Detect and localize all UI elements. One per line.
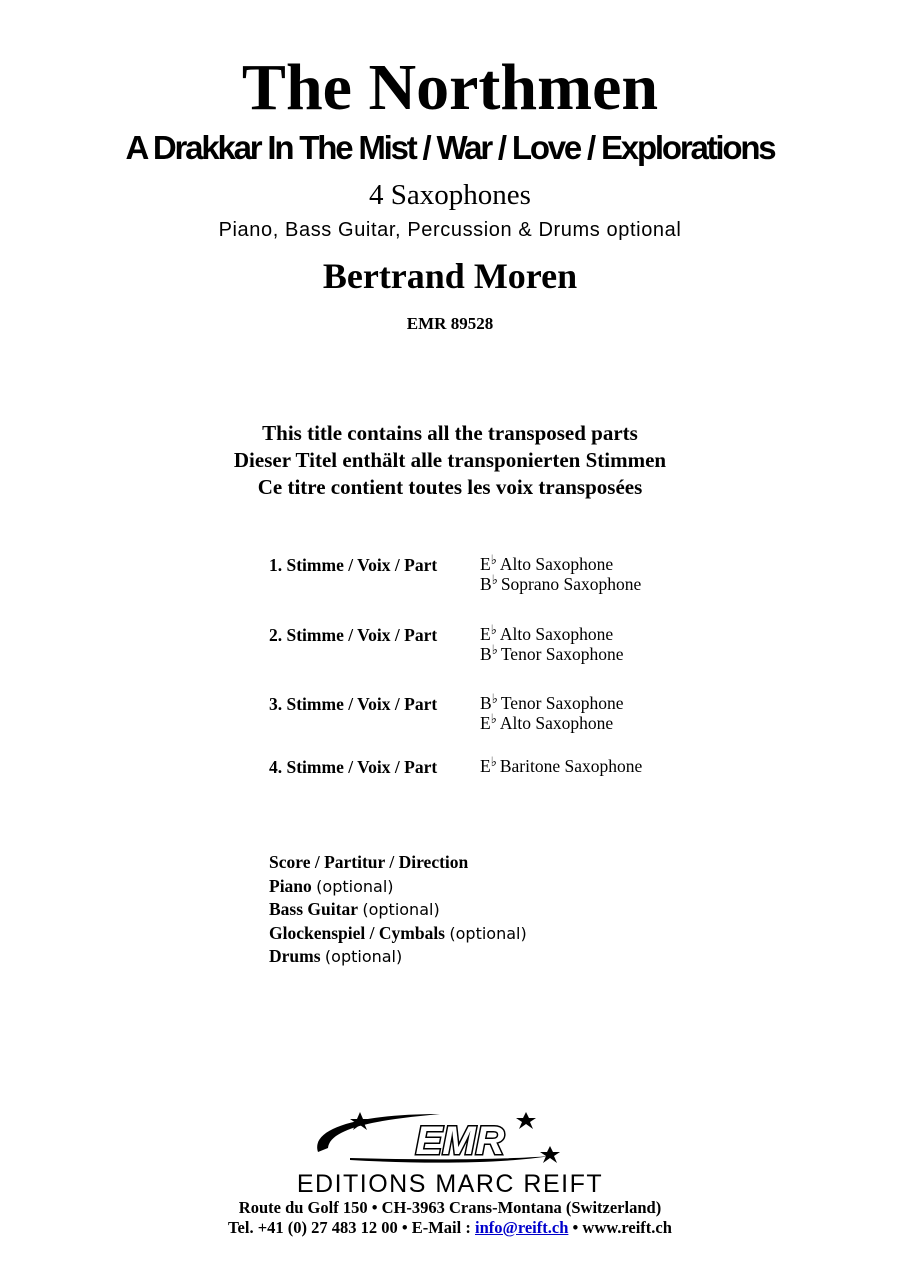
publisher-address: Route du Golf 150 • CH-3963 Crans-Montana (Switzerland) bbox=[238, 1198, 662, 1217]
instrument-name: Tenor Saxophone bbox=[500, 644, 624, 664]
flat-sign: ♭ bbox=[491, 572, 498, 587]
additional-parts-list bbox=[269, 851, 527, 969]
part-instruments bbox=[480, 754, 643, 777]
flat-sign: ♭ bbox=[491, 642, 498, 657]
flat-sign: ♭ bbox=[490, 754, 497, 769]
instrument-key: B bbox=[480, 574, 492, 594]
note-line-de: Dieser Titel enthält alle transponierten Stimmen bbox=[233, 448, 667, 472]
instrument-line bbox=[480, 622, 624, 645]
part-label: 2. Stimme / Voix / Part bbox=[269, 625, 438, 645]
instrument-key: B bbox=[480, 644, 492, 664]
extra-part-bass-guitar bbox=[269, 898, 527, 922]
extra-part-name: Glockenspiel / Cymbals bbox=[269, 922, 445, 943]
instrument-line bbox=[480, 754, 643, 777]
email-link[interactable]: info@reift.ch bbox=[474, 1218, 569, 1237]
optional-instruments: Piano, Bass Guitar, Percussion & Drums optional bbox=[218, 219, 682, 241]
extra-part-piano bbox=[269, 875, 527, 899]
logo-text: EMR bbox=[415, 1119, 505, 1163]
extra-part-glockenspiel bbox=[269, 922, 527, 946]
extra-part-note: (optional) bbox=[316, 876, 394, 896]
instrument-line bbox=[480, 552, 641, 575]
logo-star-bottom bbox=[540, 1146, 560, 1163]
instrument-name: Alto Saxophone bbox=[499, 554, 614, 574]
note-line-en: This title contains all the transposed parts bbox=[262, 421, 638, 445]
instrument-key: E bbox=[480, 713, 491, 733]
composer-name: Bertrand Moren bbox=[322, 256, 578, 296]
extra-part-name: Score / Partitur / Direction bbox=[269, 852, 469, 872]
extra-part-note: (optional) bbox=[362, 900, 440, 919]
title: The Northmen bbox=[241, 51, 659, 124]
extra-part-drums bbox=[269, 945, 527, 969]
flat-sign: ♭ bbox=[490, 711, 497, 726]
extra-part-note: (optional) bbox=[324, 947, 403, 966]
extra-part-name: Bass Guitar bbox=[269, 899, 358, 919]
instrument-key: B bbox=[480, 693, 492, 713]
extra-part-score bbox=[269, 851, 527, 875]
flat-sign: ♭ bbox=[490, 622, 497, 637]
catalog-number: EMR 89528 bbox=[406, 314, 494, 333]
part-instruments bbox=[480, 622, 624, 665]
instrument-line bbox=[480, 711, 624, 734]
note-line-fr: Ce titre contient toutes les voix transposées bbox=[257, 475, 643, 499]
logo-star-right bbox=[516, 1112, 536, 1129]
part-instruments bbox=[480, 552, 642, 595]
instrument-line bbox=[480, 642, 624, 665]
part-label: 1. Stimme / Voix / Part bbox=[269, 555, 438, 575]
instrument-name: Baritone Saxophone bbox=[499, 756, 643, 776]
emr-logo bbox=[300, 1108, 600, 1168]
website-text: • www.reift.ch bbox=[572, 1218, 672, 1237]
flat-sign: ♭ bbox=[491, 691, 498, 706]
part-instruments bbox=[480, 691, 624, 734]
phone-label: Tel. +41 (0) 27 483 12 00 • E-Mail : bbox=[228, 1218, 471, 1237]
instrument-key: E bbox=[480, 624, 491, 644]
instrument-line bbox=[480, 691, 624, 714]
subtitle: A Drakkar In The Mist / War / Love / Explorations bbox=[125, 129, 775, 166]
publisher-name: EDITIONS MARC REIFT bbox=[296, 1170, 604, 1198]
instrument-name: Alto Saxophone bbox=[499, 624, 614, 644]
instrument-key: E bbox=[480, 756, 491, 776]
extra-part-note: (optional) bbox=[449, 923, 527, 943]
instrument-name: Alto Saxophone bbox=[499, 713, 614, 733]
instrument-key: E bbox=[480, 554, 491, 574]
flat-sign: ♭ bbox=[490, 552, 497, 567]
part-label: 4. Stimme / Voix / Part bbox=[269, 757, 438, 777]
instrument-name: Soprano Saxophone bbox=[500, 574, 642, 594]
instrument-line bbox=[480, 572, 642, 595]
instrument-name: Tenor Saxophone bbox=[500, 693, 624, 713]
extra-part-name: Drums bbox=[269, 946, 321, 966]
part-label: 3. Stimme / Voix / Part bbox=[269, 694, 438, 714]
extra-part-name: Piano bbox=[269, 875, 312, 896]
instrumentation: 4 Saxophones bbox=[369, 179, 531, 211]
transposed-parts-note bbox=[0, 420, 900, 501]
publisher-contact bbox=[0, 1218, 900, 1238]
